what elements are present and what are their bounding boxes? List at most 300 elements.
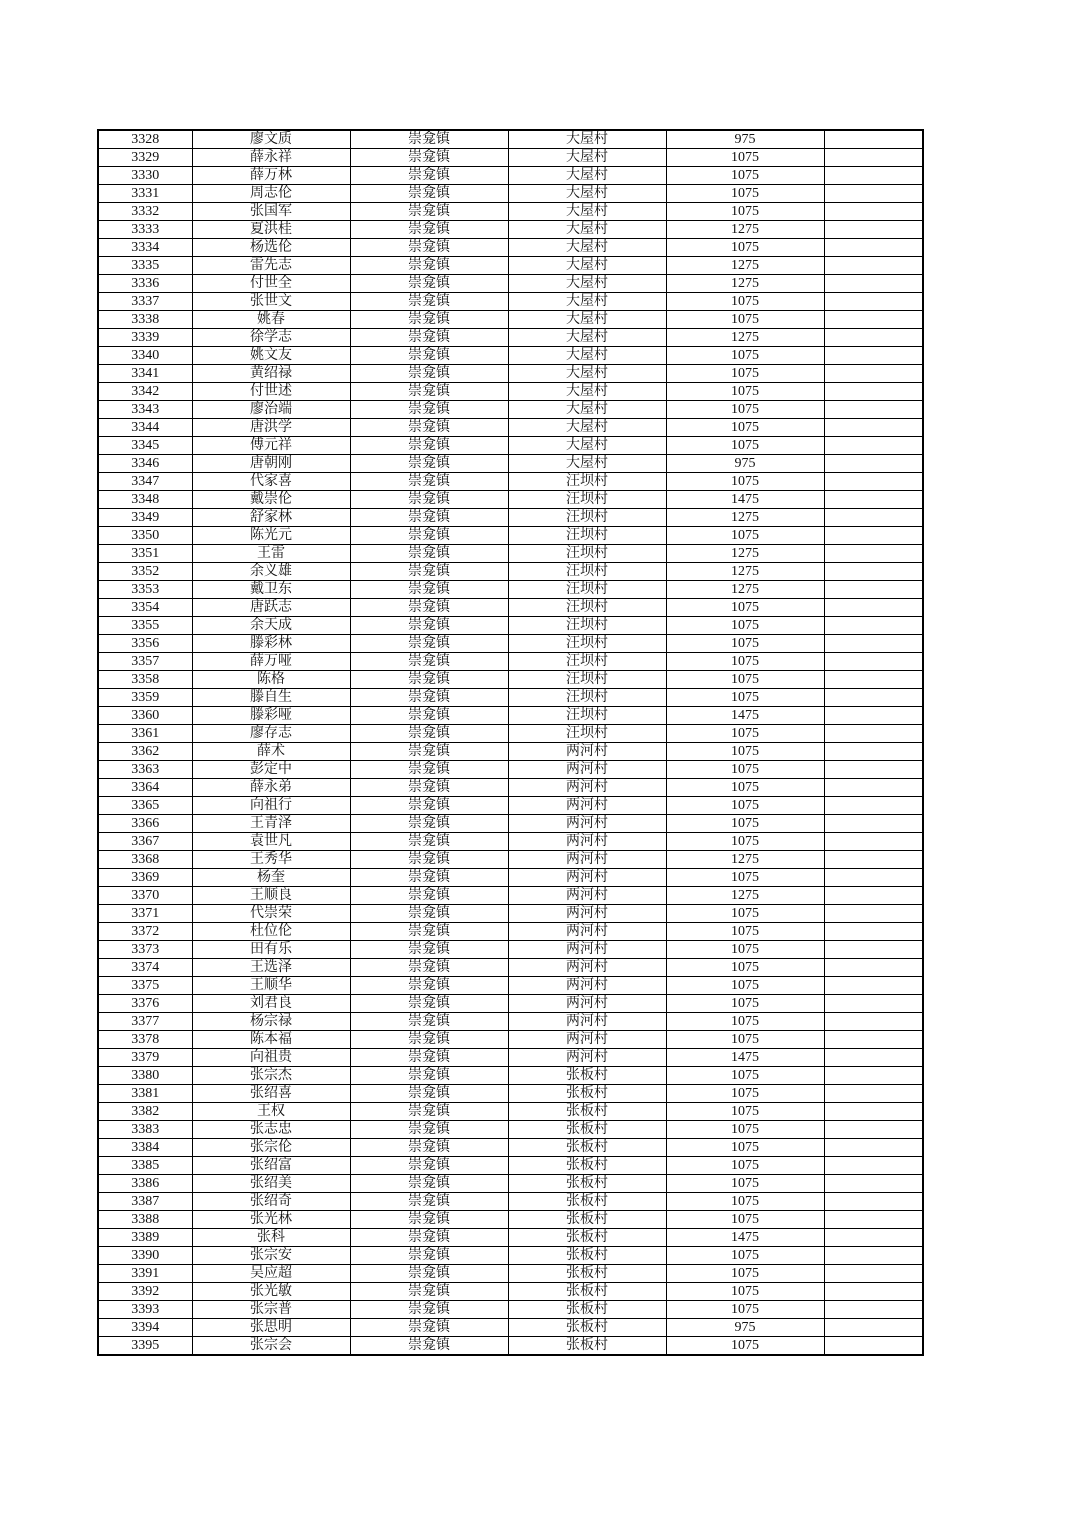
- serial-number-cell: 3365: [98, 797, 192, 815]
- serial-number-cell: 3386: [98, 1175, 192, 1193]
- serial-number-cell: 3337: [98, 293, 192, 311]
- village-cell: 两河村: [508, 815, 666, 833]
- name-cell: 吴应超: [192, 1265, 350, 1283]
- village-cell: 汪坝村: [508, 491, 666, 509]
- amount-cell: 1275: [666, 275, 824, 293]
- village-cell: 两河村: [508, 905, 666, 923]
- village-cell: 两河村: [508, 959, 666, 977]
- town-cell: 崇龛镇: [350, 329, 508, 347]
- name-cell: 王顺良: [192, 887, 350, 905]
- village-cell: 大屋村: [508, 401, 666, 419]
- table-row: [98, 185, 923, 203]
- amount-cell: 1075: [666, 1265, 824, 1283]
- town-cell: 崇龛镇: [350, 275, 508, 293]
- amount-cell: 1075: [666, 1103, 824, 1121]
- village-cell: 大屋村: [508, 329, 666, 347]
- amount-cell: 1075: [666, 1031, 824, 1049]
- town-cell: 崇龛镇: [350, 185, 508, 203]
- village-cell: 大屋村: [508, 221, 666, 239]
- village-cell: 汪坝村: [508, 725, 666, 743]
- town-cell: 崇龛镇: [350, 635, 508, 653]
- amount-cell: 1475: [666, 707, 824, 725]
- remark-cell: [824, 1067, 923, 1085]
- serial-number-cell: 3343: [98, 401, 192, 419]
- town-cell: 崇龛镇: [350, 203, 508, 221]
- serial-number-cell: 3390: [98, 1247, 192, 1265]
- town-cell: 崇龛镇: [350, 545, 508, 563]
- village-cell: 汪坝村: [508, 671, 666, 689]
- serial-number-cell: 3375: [98, 977, 192, 995]
- remark-cell: [824, 491, 923, 509]
- name-cell: 杜位伦: [192, 923, 350, 941]
- town-cell: 崇龛镇: [350, 1121, 508, 1139]
- village-cell: 大屋村: [508, 130, 666, 149]
- serial-number-cell: 3351: [98, 545, 192, 563]
- town-cell: 崇龛镇: [350, 311, 508, 329]
- town-cell: 崇龛镇: [350, 869, 508, 887]
- amount-cell: 1075: [666, 473, 824, 491]
- amount-cell: 1475: [666, 1049, 824, 1067]
- town-cell: 崇龛镇: [350, 221, 508, 239]
- remark-cell: [824, 671, 923, 689]
- amount-cell: 1075: [666, 1193, 824, 1211]
- amount-cell: 1075: [666, 1121, 824, 1139]
- table-row: [98, 689, 923, 707]
- name-cell: 张宗会: [192, 1337, 350, 1356]
- town-cell: 崇龛镇: [350, 905, 508, 923]
- serial-number-cell: 3395: [98, 1337, 192, 1356]
- village-cell: 两河村: [508, 851, 666, 869]
- serial-number-cell: 3348: [98, 491, 192, 509]
- name-cell: 舒家林: [192, 509, 350, 527]
- amount-cell: 1075: [666, 905, 824, 923]
- amount-cell: 1075: [666, 1301, 824, 1319]
- serial-number-cell: 3338: [98, 311, 192, 329]
- serial-number-cell: 3333: [98, 221, 192, 239]
- town-cell: 崇龛镇: [350, 689, 508, 707]
- village-cell: 张板村: [508, 1337, 666, 1356]
- table-row: [98, 761, 923, 779]
- remark-cell: [824, 887, 923, 905]
- name-cell: 杨宗禄: [192, 1013, 350, 1031]
- amount-cell: 1075: [666, 959, 824, 977]
- village-cell: 汪坝村: [508, 545, 666, 563]
- table-row: [98, 743, 923, 761]
- amount-cell: 1075: [666, 1337, 824, 1356]
- table-row: [98, 581, 923, 599]
- village-cell: 大屋村: [508, 203, 666, 221]
- village-cell: 大屋村: [508, 383, 666, 401]
- name-cell: 付世述: [192, 383, 350, 401]
- table-row: [98, 401, 923, 419]
- remark-cell: [824, 239, 923, 257]
- name-cell: 陈光元: [192, 527, 350, 545]
- village-cell: 张板村: [508, 1193, 666, 1211]
- remark-cell: [824, 689, 923, 707]
- serial-number-cell: 3370: [98, 887, 192, 905]
- table-row: [98, 365, 923, 383]
- name-cell: 张世文: [192, 293, 350, 311]
- serial-number-cell: 3368: [98, 851, 192, 869]
- table-row: [98, 1229, 923, 1247]
- name-cell: 张绍奇: [192, 1193, 350, 1211]
- name-cell: 周志伦: [192, 185, 350, 203]
- remark-cell: [824, 401, 923, 419]
- table-row: [98, 1319, 923, 1337]
- amount-cell: 1075: [666, 167, 824, 185]
- name-cell: 夏洪桂: [192, 221, 350, 239]
- table-row: [98, 293, 923, 311]
- remark-cell: [824, 1013, 923, 1031]
- town-cell: 崇龛镇: [350, 959, 508, 977]
- remark-cell: [824, 257, 923, 275]
- serial-number-cell: 3379: [98, 1049, 192, 1067]
- village-cell: 大屋村: [508, 293, 666, 311]
- remark-cell: [824, 1193, 923, 1211]
- village-cell: 两河村: [508, 887, 666, 905]
- remark-cell: [824, 545, 923, 563]
- amount-cell: 1075: [666, 1211, 824, 1229]
- village-cell: 张板村: [508, 1121, 666, 1139]
- name-cell: 姚文友: [192, 347, 350, 365]
- village-cell: 汪坝村: [508, 635, 666, 653]
- serial-number-cell: 3382: [98, 1103, 192, 1121]
- village-cell: 两河村: [508, 779, 666, 797]
- village-cell: 张板村: [508, 1157, 666, 1175]
- remark-cell: [824, 761, 923, 779]
- serial-number-cell: 3392: [98, 1283, 192, 1301]
- table-row: [98, 419, 923, 437]
- table-row: [98, 239, 923, 257]
- amount-cell: 1075: [666, 635, 824, 653]
- amount-cell: 1075: [666, 779, 824, 797]
- village-cell: 张板村: [508, 1265, 666, 1283]
- name-cell: 代家喜: [192, 473, 350, 491]
- remark-cell: [824, 1319, 923, 1337]
- amount-cell: 1075: [666, 815, 824, 833]
- name-cell: 王选泽: [192, 959, 350, 977]
- name-cell: 戴卫东: [192, 581, 350, 599]
- town-cell: 崇龛镇: [350, 851, 508, 869]
- town-cell: 崇龛镇: [350, 347, 508, 365]
- village-cell: 汪坝村: [508, 599, 666, 617]
- amount-cell: 1075: [666, 995, 824, 1013]
- amount-cell: 1075: [666, 689, 824, 707]
- amount-cell: 1275: [666, 329, 824, 347]
- remark-cell: [824, 167, 923, 185]
- village-cell: 张板村: [508, 1175, 666, 1193]
- village-cell: 汪坝村: [508, 509, 666, 527]
- village-cell: 大屋村: [508, 455, 666, 473]
- table-row: [98, 527, 923, 545]
- serial-number-cell: 3332: [98, 203, 192, 221]
- village-cell: 大屋村: [508, 275, 666, 293]
- table-row: [98, 275, 923, 293]
- remark-cell: [824, 383, 923, 401]
- remark-cell: [824, 1283, 923, 1301]
- name-cell: 张宗杰: [192, 1067, 350, 1085]
- name-cell: 余义雄: [192, 563, 350, 581]
- amount-cell: 1075: [666, 1175, 824, 1193]
- remark-cell: [824, 527, 923, 545]
- village-cell: 两河村: [508, 995, 666, 1013]
- name-cell: 余天成: [192, 617, 350, 635]
- remark-cell: [824, 1301, 923, 1319]
- town-cell: 崇龛镇: [350, 941, 508, 959]
- name-cell: 薛永祥: [192, 149, 350, 167]
- table-row: [98, 617, 923, 635]
- name-cell: 王雷: [192, 545, 350, 563]
- name-cell: 薛万林: [192, 167, 350, 185]
- amount-cell: 1075: [666, 239, 824, 257]
- serial-number-cell: 3367: [98, 833, 192, 851]
- amount-cell: 1075: [666, 671, 824, 689]
- table-row: [98, 1103, 923, 1121]
- amount-cell: 1275: [666, 509, 824, 527]
- table-row: [98, 491, 923, 509]
- remark-cell: [824, 1103, 923, 1121]
- serial-number-cell: 3388: [98, 1211, 192, 1229]
- name-cell: 徐学志: [192, 329, 350, 347]
- table-row: [98, 1283, 923, 1301]
- village-cell: 张板村: [508, 1301, 666, 1319]
- name-cell: 代崇荣: [192, 905, 350, 923]
- village-cell: 汪坝村: [508, 563, 666, 581]
- table-row: [98, 545, 923, 563]
- table-row: [98, 1265, 923, 1283]
- name-cell: 王青泽: [192, 815, 350, 833]
- name-cell: 袁世凡: [192, 833, 350, 851]
- name-cell: 陈本福: [192, 1031, 350, 1049]
- serial-number-cell: 3364: [98, 779, 192, 797]
- serial-number-cell: 3349: [98, 509, 192, 527]
- name-cell: 张国军: [192, 203, 350, 221]
- name-cell: 薛永弟: [192, 779, 350, 797]
- town-cell: 崇龛镇: [350, 1031, 508, 1049]
- remark-cell: [824, 437, 923, 455]
- table-row: [98, 1031, 923, 1049]
- table-row: [98, 707, 923, 725]
- town-cell: 崇龛镇: [350, 761, 508, 779]
- town-cell: 崇龛镇: [350, 995, 508, 1013]
- serial-number-cell: 3377: [98, 1013, 192, 1031]
- town-cell: 崇龛镇: [350, 833, 508, 851]
- serial-number-cell: 3361: [98, 725, 192, 743]
- table-row: [98, 635, 923, 653]
- amount-cell: 1075: [666, 977, 824, 995]
- amount-cell: 1075: [666, 527, 824, 545]
- name-cell: 廖文质: [192, 130, 350, 149]
- town-cell: 崇龛镇: [350, 419, 508, 437]
- remark-cell: [824, 473, 923, 491]
- village-cell: 两河村: [508, 869, 666, 887]
- amount-cell: 1075: [666, 311, 824, 329]
- table-row: [98, 455, 923, 473]
- amount-cell: 1275: [666, 221, 824, 239]
- name-cell: 张光林: [192, 1211, 350, 1229]
- town-cell: 崇龛镇: [350, 257, 508, 275]
- name-cell: 张光敏: [192, 1283, 350, 1301]
- town-cell: 崇龛镇: [350, 1139, 508, 1157]
- town-cell: 崇龛镇: [350, 365, 508, 383]
- name-cell: 张绍喜: [192, 1085, 350, 1103]
- village-cell: 两河村: [508, 1013, 666, 1031]
- serial-number-cell: 3363: [98, 761, 192, 779]
- table-row: [98, 1211, 923, 1229]
- serial-number-cell: 3340: [98, 347, 192, 365]
- table-row: [98, 941, 923, 959]
- remark-cell: [824, 869, 923, 887]
- table-row: [98, 959, 923, 977]
- village-cell: 汪坝村: [508, 707, 666, 725]
- table-row: [98, 671, 923, 689]
- village-cell: 张板村: [508, 1067, 666, 1085]
- table-row: [98, 833, 923, 851]
- table-row: [98, 599, 923, 617]
- remark-cell: [824, 1265, 923, 1283]
- amount-cell: 1075: [666, 1139, 824, 1157]
- village-cell: 大屋村: [508, 239, 666, 257]
- table-row: [98, 797, 923, 815]
- village-cell: 张板村: [508, 1211, 666, 1229]
- town-cell: 崇龛镇: [350, 293, 508, 311]
- serial-number-cell: 3347: [98, 473, 192, 491]
- town-cell: 崇龛镇: [350, 473, 508, 491]
- serial-number-cell: 3354: [98, 599, 192, 617]
- remark-cell: [824, 1211, 923, 1229]
- name-cell: 杨选伦: [192, 239, 350, 257]
- town-cell: 崇龛镇: [350, 1319, 508, 1337]
- village-cell: 张板村: [508, 1283, 666, 1301]
- village-cell: 大屋村: [508, 185, 666, 203]
- table-row: [98, 779, 923, 797]
- serial-number-cell: 3331: [98, 185, 192, 203]
- remark-cell: [824, 707, 923, 725]
- name-cell: 戴崇伦: [192, 491, 350, 509]
- table-row: [98, 851, 923, 869]
- table-row: [98, 905, 923, 923]
- name-cell: 唐洪学: [192, 419, 350, 437]
- remark-cell: [824, 185, 923, 203]
- serial-number-cell: 3394: [98, 1319, 192, 1337]
- town-cell: 崇龛镇: [350, 779, 508, 797]
- name-cell: 杨奎: [192, 869, 350, 887]
- serial-number-cell: 3328: [98, 130, 192, 149]
- amount-cell: 1075: [666, 869, 824, 887]
- serial-number-cell: 3360: [98, 707, 192, 725]
- amount-cell: 1075: [666, 401, 824, 419]
- serial-number-cell: 3344: [98, 419, 192, 437]
- remark-cell: [824, 1121, 923, 1139]
- town-cell: 崇龛镇: [350, 1103, 508, 1121]
- remark-cell: [824, 581, 923, 599]
- town-cell: 崇龛镇: [350, 725, 508, 743]
- remark-cell: [824, 797, 923, 815]
- serial-number-cell: 3356: [98, 635, 192, 653]
- serial-number-cell: 3355: [98, 617, 192, 635]
- remark-cell: [824, 1337, 923, 1356]
- serial-number-cell: 3372: [98, 923, 192, 941]
- name-cell: 刘君良: [192, 995, 350, 1013]
- village-cell: 两河村: [508, 941, 666, 959]
- table-row: [98, 923, 923, 941]
- serial-number-cell: 3362: [98, 743, 192, 761]
- amount-cell: 1075: [666, 1157, 824, 1175]
- table-row: [98, 221, 923, 239]
- serial-number-cell: 3384: [98, 1139, 192, 1157]
- village-cell: 张板村: [508, 1247, 666, 1265]
- remark-cell: [824, 275, 923, 293]
- table-row: [98, 149, 923, 167]
- town-cell: 崇龛镇: [350, 401, 508, 419]
- table-row: [98, 1337, 923, 1356]
- name-cell: 付世全: [192, 275, 350, 293]
- serial-number-cell: 3357: [98, 653, 192, 671]
- serial-number-cell: 3342: [98, 383, 192, 401]
- serial-number-cell: 3334: [98, 239, 192, 257]
- amount-cell: 1475: [666, 1229, 824, 1247]
- serial-number-cell: 3345: [98, 437, 192, 455]
- table-row: [98, 1301, 923, 1319]
- remark-cell: [824, 329, 923, 347]
- remark-cell: [824, 1049, 923, 1067]
- remark-cell: [824, 293, 923, 311]
- village-cell: 张板村: [508, 1085, 666, 1103]
- amount-cell: 1275: [666, 851, 824, 869]
- village-cell: 两河村: [508, 833, 666, 851]
- remark-cell: [824, 1247, 923, 1265]
- serial-number-cell: 3387: [98, 1193, 192, 1211]
- town-cell: 崇龛镇: [350, 671, 508, 689]
- town-cell: 崇龛镇: [350, 1157, 508, 1175]
- table-row: [98, 977, 923, 995]
- name-cell: 向祖行: [192, 797, 350, 815]
- name-cell: 薛术: [192, 743, 350, 761]
- serial-number-cell: 3378: [98, 1031, 192, 1049]
- name-cell: 唐跃志: [192, 599, 350, 617]
- remark-cell: [824, 905, 923, 923]
- town-cell: 崇龛镇: [350, 239, 508, 257]
- serial-number-cell: 3389: [98, 1229, 192, 1247]
- amount-cell: 1075: [666, 1283, 824, 1301]
- name-cell: 黄绍禄: [192, 365, 350, 383]
- town-cell: 崇龛镇: [350, 743, 508, 761]
- town-cell: 崇龛镇: [350, 509, 508, 527]
- serial-number-cell: 3336: [98, 275, 192, 293]
- town-cell: 崇龛镇: [350, 581, 508, 599]
- serial-number-cell: 3330: [98, 167, 192, 185]
- name-cell: 张宗伦: [192, 1139, 350, 1157]
- amount-cell: 1075: [666, 383, 824, 401]
- serial-number-cell: 3339: [98, 329, 192, 347]
- table-row: [98, 1193, 923, 1211]
- remark-cell: [824, 725, 923, 743]
- table-row: [98, 887, 923, 905]
- town-cell: 崇龛镇: [350, 1337, 508, 1356]
- amount-cell: 1075: [666, 617, 824, 635]
- data-table: [97, 129, 924, 1356]
- remark-cell: [824, 617, 923, 635]
- village-cell: 大屋村: [508, 419, 666, 437]
- remark-cell: [824, 1139, 923, 1157]
- town-cell: 崇龛镇: [350, 1085, 508, 1103]
- village-cell: 张板村: [508, 1139, 666, 1157]
- amount-cell: 975: [666, 130, 824, 149]
- serial-number-cell: 3383: [98, 1121, 192, 1139]
- amount-cell: 1075: [666, 1067, 824, 1085]
- name-cell: 张宗普: [192, 1301, 350, 1319]
- table-row: [98, 203, 923, 221]
